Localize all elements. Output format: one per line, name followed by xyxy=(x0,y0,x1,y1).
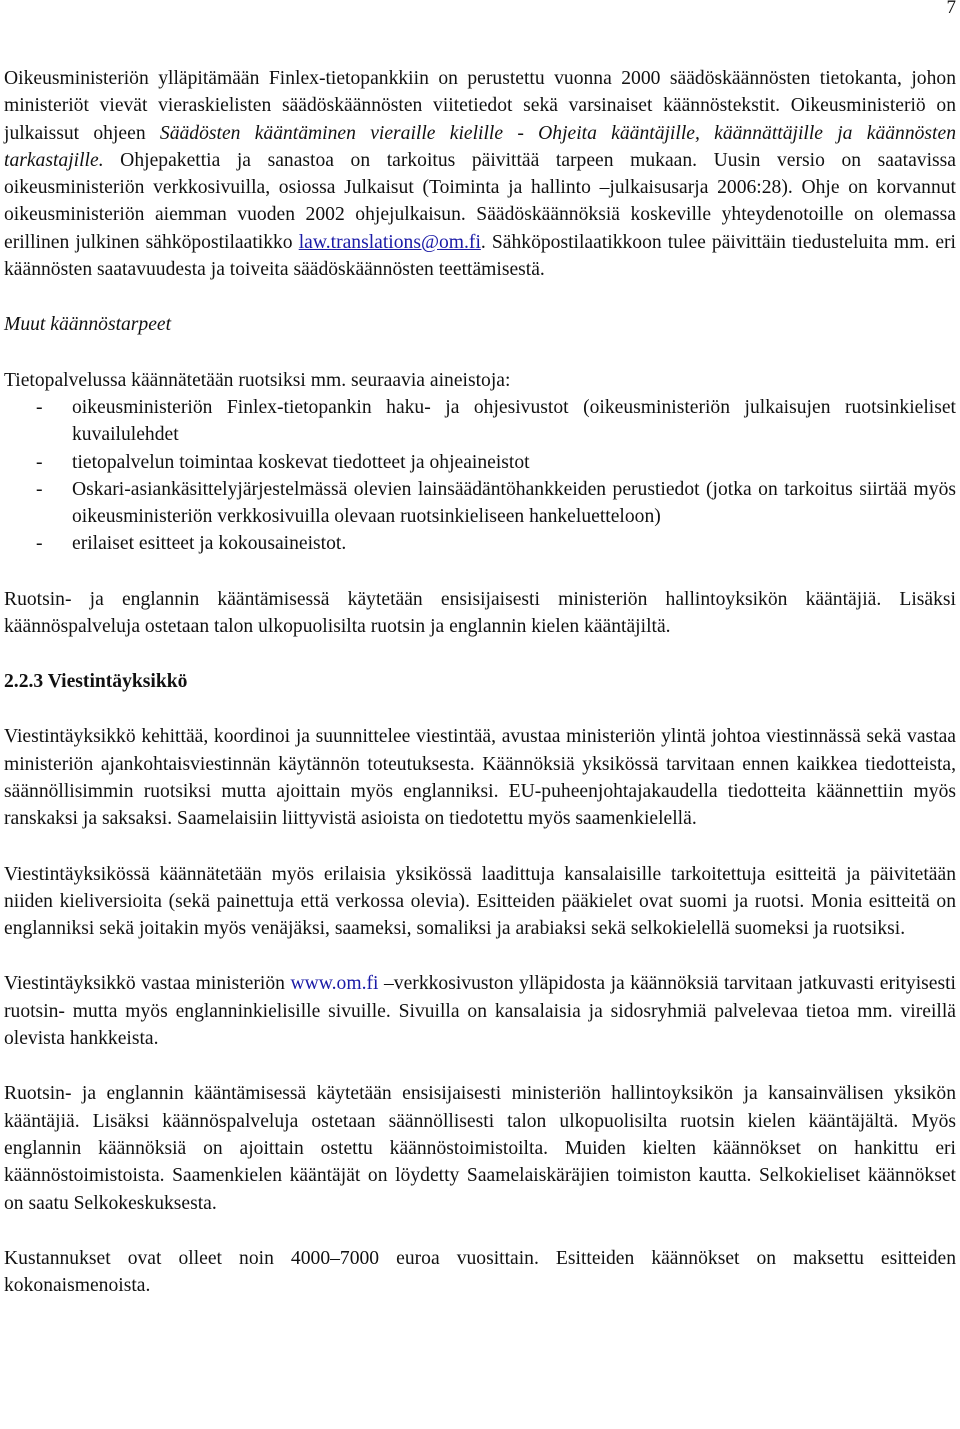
website-link[interactable]: www.om.fi xyxy=(290,973,379,995)
guide-title: Säädösten kääntäminen vieraille kielille - Ohjeita kääntäjille, käännättäjille ja käännösten tarkastajille. xyxy=(4,122,956,171)
dash-marker: - xyxy=(36,396,43,418)
paragraph-viestinta-1: Viestintäyksikkö kehittää, koordinoi ja suunnittelee viestintää, avustaa ministeriön ylintä johtoa viestinnässä sekä vastaa ministeriön ajankohtaisviestinnän käytännön toteutuksesta. Käännöksiä yksikössä tarvitaan ennen kaikkea tiedotteista, säännöllisimmin ruotsiksi mutta ajoittain myös englanniksi. EU-puheenjohtajakaudella tiedotteita käännettiin myös ranskaksi ja saksaksi. Saamelaisiin liittyvistä asioista on tiedotettu myös saamenkielellä. xyxy=(4,726,956,830)
email-link[interactable]: law.translations@om.fi xyxy=(298,231,481,253)
dash-marker: - xyxy=(36,451,43,473)
dash-marker: - xyxy=(36,478,43,500)
paragraph-tietopalvelu: Tietopalvelussa käännätetään ruotsiksi mm. seuraavia aineistoja: xyxy=(4,369,511,391)
section-heading-viestintayksikko: 2.2.3 Viestintäyksikkö xyxy=(4,671,188,693)
paragraph-ruotsin-kaantaminen-2: Ruotsin- ja englannin kääntämisessä käytetään ensisijaisesti ministeriön hallintoyksikön ja kansainvälisen yksikön kääntäjiä. Lisäksi käännöspalveluja ostetaan säännöllisesti talon ulkopuolisilta ruotsin kielen kääntäjältä. Myös englannin käännöksiä on ajoittain ostettu käännöstoimistoilta. Muiden kielten käännökset on hankittu eri käännöstoimistoista. Saamenkielen kääntäjät on löydetty Saamelaiskäräjien toimiston kautta. Selkokieliset käännökset on saatu Selkokeskuksesta. xyxy=(4,1083,956,1214)
paragraph-viestinta-3: Viestintäyksikkö vastaa ministeriön www.om.fi –verkkosivuston ylläpidosta ja käännöksiä tarvitaan jatkuvasti erityisesti ruotsin- mutta myös englanninkielisille sivuille. Sivuilla on kansalaisia ja sidosryhmiä palvelevaa tietoa mm. vireillä olevista hankkeista. xyxy=(4,973,956,1050)
document-body xyxy=(4,65,956,1299)
material-list xyxy=(4,394,956,558)
heading-muut-kaannostarpeet: Muut käännöstarpeet xyxy=(4,314,172,336)
paragraph-finlex xyxy=(4,65,956,283)
list-item: - tietopalvelun toimintaa koskevat tiedotteet ja ohjeaineistot xyxy=(4,449,956,476)
paragraph-ruotsin-kaantaminen-1: Ruotsin- ja englannin kääntämisessä käytetään ensisijaisesti ministeriön hallintoyksikön kääntäjiä. Lisäksi käännöspalveluja ostetaan talon ulkopuolisilta ruotsin ja englannin kielen kääntäjiltä. xyxy=(4,588,956,638)
list-item: - Oskari-asiankäsittelyjärjestelmässä olevien lainsäädäntöhankkeiden perustiedot (jotka on tarkoitus siirtää myös oikeusministeriön verkkosivuilla olevaan ruotsinkieliseen hankeluetteloon) xyxy=(4,476,956,531)
paragraph-viestinta-2: Viestintäyksikössä käännätetään myös erilaisia yksikössä laadittuja kansalaisille tarkoitettuja esitteitä ja päivitetään niiden kieliversioita (sekä painettuja että verkossa olevia). Esitteiden pääkielet ovat suomi ja ruotsi. Monia esitteitä on englanniksi sekä joitakin myös venäjäksi, saameksi, somaliksi ja arabiaksi sekä selkokielellä suomeksi ja ruotsiksi. xyxy=(4,863,956,940)
finlex-text-a: Oikeusministeriön ylläpitämään Finlex-tietopankkiin on perustettu vuonna 2000 säädöskäännösten tietokanta, johon ministeriöt vievät vieraskielisten säädöskäännösten viitetiedot sekä varsinaiset käännöstekstit. Oikeusministeriö on julkaissut ohjeen xyxy=(4,68,956,144)
page-number: 7 xyxy=(946,0,956,18)
finlex-text-b: Ohjepakettia ja sanastoa on tarkoitus päivittää tarpeen mukaan. Uusin versio on saatavissa oikeusministeriön verkkosivuilla, osiossa Julkaisut (Toiminta ja hallinto –julkaisusarja 2006:28). Ohje on korvannut oikeusministeriön aiemman vuoden 2002 ohjejulkaisun. Säädöskäännöksiä koskeville yhteydenotoille on olemassa erillinen julkinen sähköpostilaatikko xyxy=(4,149,956,253)
list-item: - erilaiset esitteet ja kokousaineistot. xyxy=(4,530,956,557)
dash-marker: - xyxy=(36,533,43,555)
list-item: - oikeusministeriön Finlex-tietopankin haku- ja ohjesivustot (oikeusministeriön julkaisujen ruotsinkieliset kuvailulehdet xyxy=(4,394,956,449)
paragraph-kustannukset: Kustannukset ovat olleet noin 4000–7000 euroa vuosittain. Esitteiden käännökset on maksettu esitteiden kokonaismenoista. xyxy=(4,1247,956,1297)
finlex-text-c: . Sähköpostilaatikkoon tulee päivittäin tiedusteluita mm. eri käännösten saatavuudesta ja toiveita säädöskäännösten teettämisestä. xyxy=(4,231,957,281)
